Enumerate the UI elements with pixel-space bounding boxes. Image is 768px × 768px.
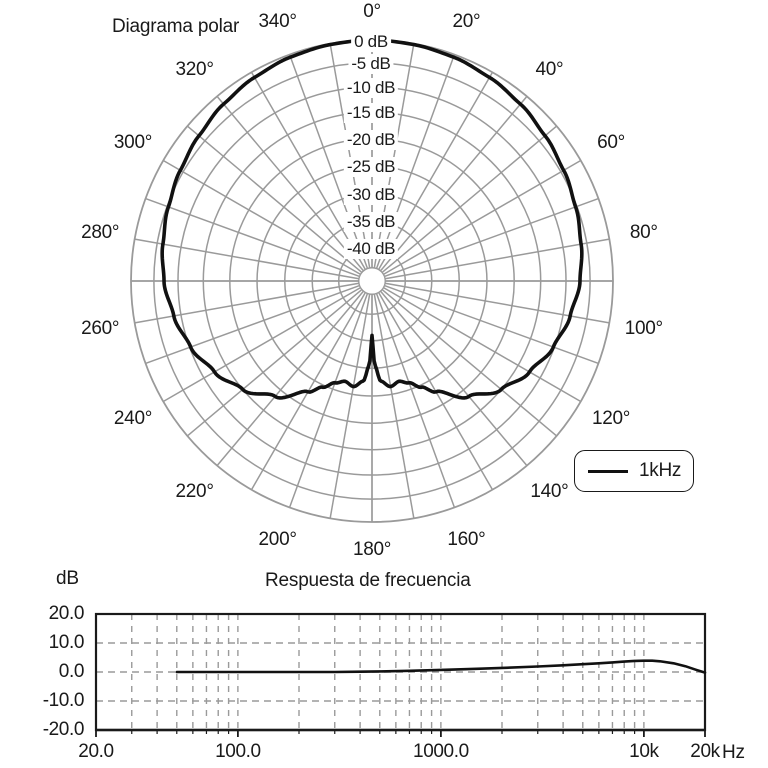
freq-x-tick-0: 20.0 (78, 741, 114, 762)
polar-angle-label-60: 60° (597, 132, 625, 153)
polar-angle-label-140: 140° (530, 481, 569, 503)
freq-x-tick-2: 1000.0 (413, 741, 469, 762)
polar-radial-label-6: -30 dB (344, 185, 398, 205)
legend-line-swatch (588, 470, 628, 473)
polar-angle-label-200: 200° (258, 529, 297, 551)
polar-radial-label-8: -40 dB (344, 239, 398, 259)
polar-angle-label-260: 260° (81, 317, 120, 339)
polar-angle-label-240: 240° (113, 408, 153, 429)
polar-radial-label-2: -10 dB (344, 78, 398, 98)
freq-y-tick-3: -10.0 (42, 690, 84, 711)
freq-x-tick-4: 20k (690, 741, 720, 762)
polar-angle-label-180: 180° (352, 539, 392, 560)
polar-chart-title: Diagrama polar (112, 16, 240, 37)
freq-y-tick-0: 20.0 (48, 603, 84, 624)
polar-radial-label-7: -35 dB (344, 212, 398, 232)
freq-y-tick-4: -20.0 (42, 719, 84, 740)
freq-x-tick-1: 100.0 (215, 741, 261, 762)
polar-angle-label-220: 220° (175, 481, 214, 503)
polar-angle-label-120: 120° (591, 408, 631, 429)
polar-angle-label-80: 80° (629, 222, 658, 244)
polar-angle-label-40: 40° (535, 58, 564, 80)
freq-y-tick-1: 10.0 (48, 632, 84, 653)
polar-angle-label-100: 100° (624, 317, 663, 339)
polar-angle-label-20: 20° (452, 10, 481, 32)
polar-angle-label-0: 0° (363, 1, 381, 22)
polar-angle-label-160: 160° (447, 529, 486, 551)
frequency-response-y-unit: dB (56, 568, 79, 589)
frequency-response-x-unit: Hz (722, 742, 745, 763)
legend-label: 1kHz (639, 460, 682, 481)
freq-x-tick-3: 10k (629, 741, 659, 762)
polar-angle-label-340: 340° (258, 10, 297, 32)
polar-angle-label-280: 280° (81, 222, 120, 244)
frequency-response-panel (0, 548, 768, 768)
polar-legend (574, 450, 694, 492)
frequency-response-title: Respuesta de frecuencia (265, 570, 471, 591)
polar-radial-label-5: -25 dB (344, 157, 398, 177)
polar-radial-label-3: -15 dB (344, 103, 398, 123)
polar-angle-label-320: 320° (175, 58, 214, 80)
polar-radial-label-1: -5 dB (348, 54, 393, 74)
polar-radial-label-0: 0 dB (351, 32, 391, 52)
freq-y-tick-2: 0.0 (58, 661, 84, 682)
polar-angle-label-300: 300° (113, 132, 153, 153)
polar-radial-label-4: -20 dB (344, 130, 398, 150)
